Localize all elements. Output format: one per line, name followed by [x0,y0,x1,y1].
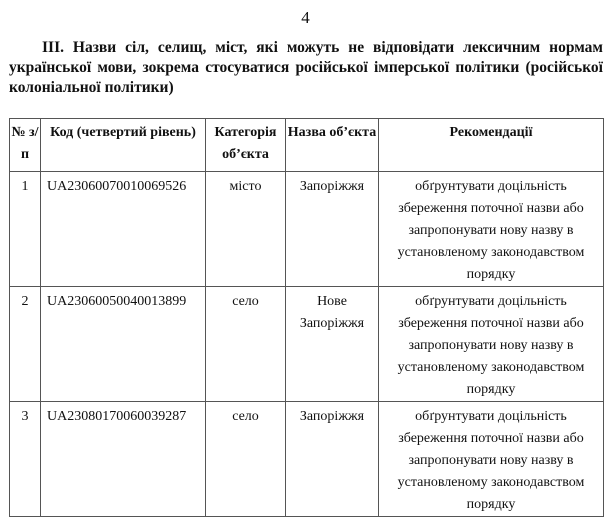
header-name: Назва об’єкта [286,119,379,172]
header-category: Категорія об’єкта [206,119,286,172]
cell-recommendation: обґрунтувати доцільність збереження поточної назви або запропонувати нову назву в установленому законодавством порядку [379,402,604,517]
cell-code: UA23080170060039287 [41,402,206,517]
table-header-row [10,119,604,172]
table-row [10,172,604,287]
header-recommendation: Рекомендації [379,119,604,172]
cell-category: місто [206,172,286,287]
section-heading: ІІІ. Назви сіл, селищ, міст, які можуть не відповідати лексичним нормам української мови, зокрема стосуватися російської імперської політики (російської колоніальної політики) [9,39,603,96]
cell-code: UA23060050040013899 [41,287,206,402]
header-code: Код (четвертий рівень) [41,119,206,172]
settlements-table [9,118,604,517]
cell-recommendation: обґрунтувати доцільність збереження поточної назви або запропонувати нову назву в установленому законодавством порядку [379,172,604,287]
cell-recommendation: обґрунтувати доцільність збереження поточної назви або запропонувати нову назву в установленому законодавством порядку [379,287,604,402]
cell-number: 3 [10,402,41,517]
cell-name: Запоріжжя [286,402,379,517]
header-number: № з/п [10,119,41,172]
cell-category: село [206,402,286,517]
cell-category: село [206,287,286,402]
table-row [10,402,604,517]
cell-number: 1 [10,172,41,287]
cell-name: Нове Запоріжжя [286,287,379,402]
cell-number: 2 [10,287,41,402]
page-number: 4 [301,8,310,27]
cell-code: UA23060070010069526 [41,172,206,287]
cell-name: Запоріжжя [286,172,379,287]
table-row [10,287,604,402]
